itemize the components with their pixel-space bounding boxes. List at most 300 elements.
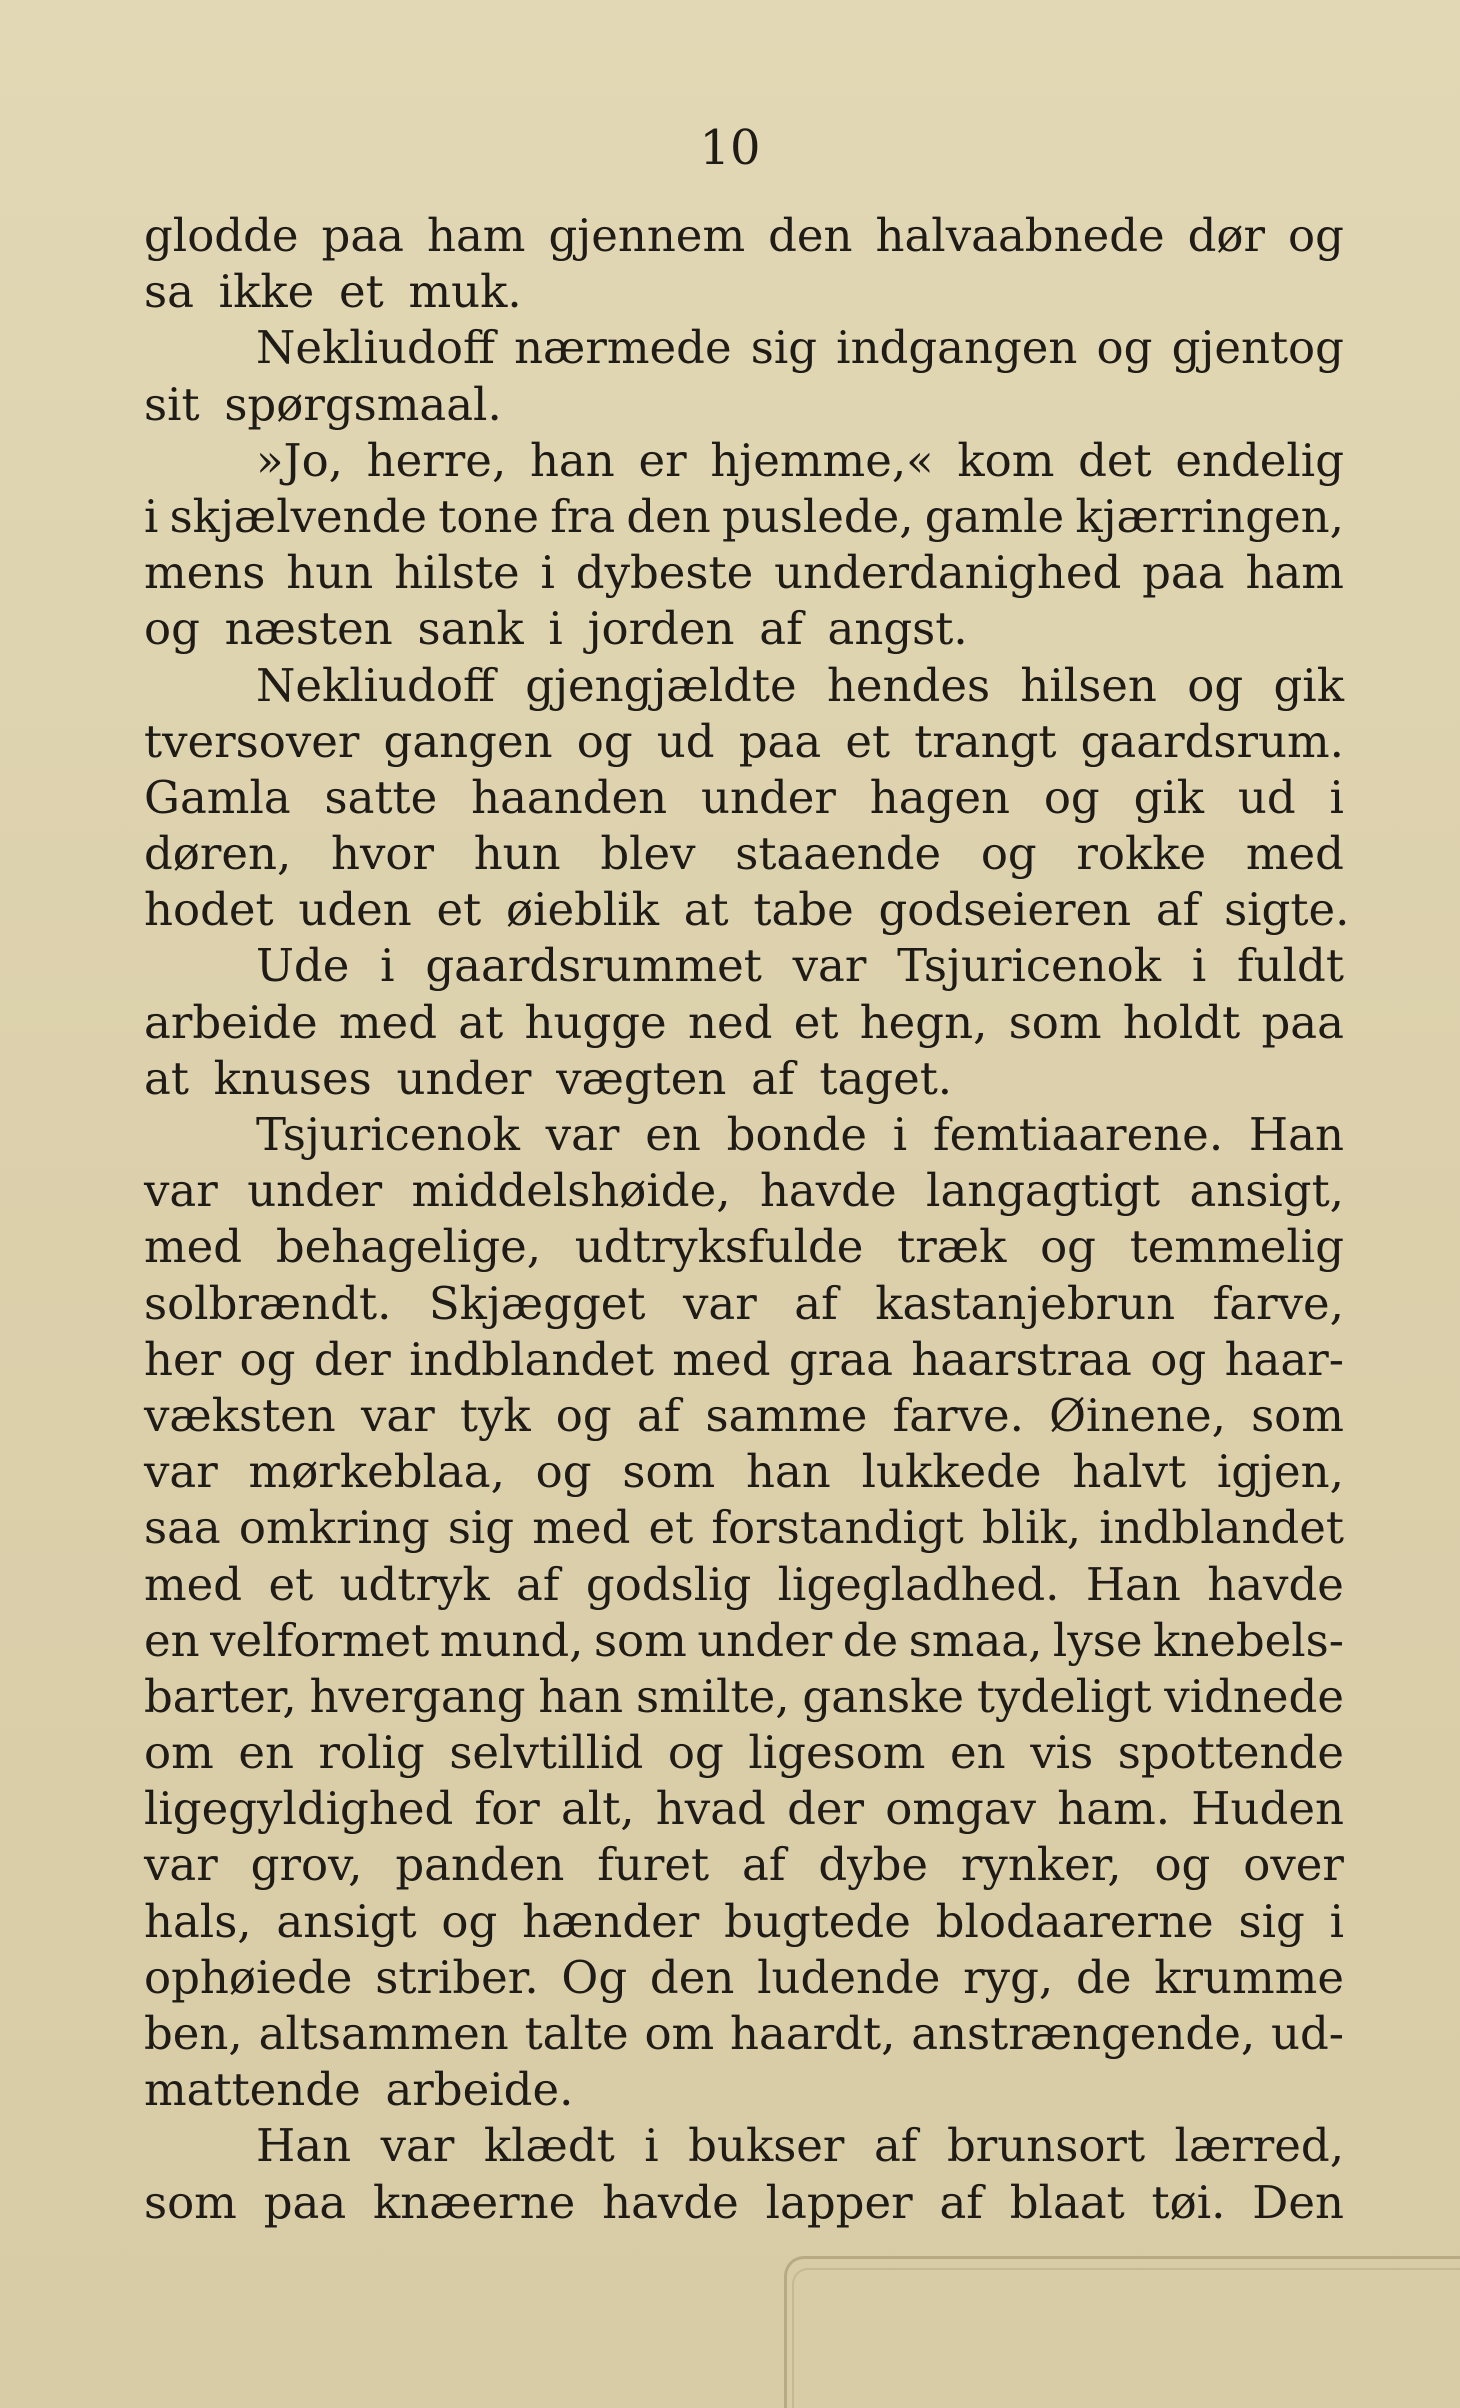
text-line <box>144 1500 1344 1556</box>
word: blik, <box>981 1501 1082 1555</box>
word: rokke <box>1076 827 1207 881</box>
word: Han <box>256 2119 352 2173</box>
word: gamle <box>924 489 1065 543</box>
word: gik <box>1273 658 1344 712</box>
word: kjærringen, <box>1075 489 1344 543</box>
word: striber. <box>375 1950 539 2004</box>
word: med <box>532 1501 631 1555</box>
word: og <box>441 1894 498 1948</box>
word: den <box>649 1950 735 2004</box>
word: uden <box>298 883 412 937</box>
word: godslig <box>585 1557 752 1611</box>
word: paa <box>1261 995 1344 1049</box>
word: ham <box>1245 546 1344 600</box>
word: staaende <box>735 827 942 881</box>
word: og <box>1043 770 1100 824</box>
word: langagtigt <box>926 1164 1161 1218</box>
word: og <box>1040 1220 1096 1274</box>
word: træk <box>897 1220 1007 1274</box>
word: den <box>768 209 853 262</box>
text-line <box>144 1950 1344 2006</box>
word: sank <box>417 602 524 656</box>
word: lyse <box>1052 1613 1143 1667</box>
body-text <box>144 208 1350 2231</box>
word: ludende <box>757 1950 941 2004</box>
word: graa <box>788 1332 893 1386</box>
page-number: 10 <box>699 120 761 176</box>
text-line <box>144 2118 1344 2174</box>
word: puslede, <box>721 489 914 543</box>
word: om <box>144 1726 214 1780</box>
word: hodet <box>144 883 274 937</box>
word: saa <box>144 1501 221 1555</box>
word: og <box>1154 1838 1211 1892</box>
word: hvad <box>655 1782 766 1836</box>
word: smaa, <box>908 1613 1043 1667</box>
word: Tsjuricenok <box>897 939 1162 993</box>
word: lærred, <box>1174 2119 1344 2173</box>
text-line <box>144 938 1344 994</box>
word: var <box>144 1838 218 1892</box>
word: blodaarerne <box>935 1894 1214 1948</box>
word: udtryk <box>339 1557 490 1611</box>
word: tydeligt <box>976 1669 1152 1723</box>
word: skjælvende <box>169 489 428 543</box>
word: trangt <box>914 714 1057 768</box>
word: i <box>540 546 555 600</box>
word: Og <box>561 1950 628 2004</box>
text-line <box>144 658 1344 714</box>
text-line <box>144 770 1344 826</box>
word: hjemme,« <box>710 433 934 487</box>
word: ansigt, <box>1189 1164 1344 1218</box>
word: vidnede <box>1164 1669 1344 1723</box>
word: og <box>555 1388 612 1442</box>
word: fuldt <box>1237 939 1344 993</box>
text-line <box>144 601 1344 657</box>
word: tversover <box>144 714 360 768</box>
text-line <box>144 1894 1344 1950</box>
word: Gamla <box>144 770 291 824</box>
word: indgangen <box>836 321 1078 375</box>
word: sit <box>144 377 200 431</box>
text-line <box>144 2062 1344 2118</box>
word: ganske <box>802 1669 965 1723</box>
word: i <box>644 2119 659 2173</box>
word: og <box>144 602 200 656</box>
text-line <box>144 208 1344 264</box>
word: den <box>626 489 711 543</box>
word: ham <box>426 209 526 262</box>
word: gjennem <box>548 209 746 262</box>
word: jorden <box>587 602 735 656</box>
word: knuses <box>213 1051 372 1105</box>
word: arbeide. <box>385 2063 574 2117</box>
word: behagelige, <box>275 1220 542 1274</box>
word: bukser <box>688 2119 845 2173</box>
word: hun <box>473 827 561 881</box>
word: han <box>538 1669 624 1723</box>
word: ben, <box>144 2007 243 2060</box>
word: med <box>672 1332 771 1386</box>
word: Tsjuricenok <box>256 1108 520 1161</box>
word: halvt <box>1072 1445 1187 1499</box>
word: grov, <box>250 1838 363 1892</box>
word: lapper <box>765 2175 913 2229</box>
word: hvergang <box>309 1669 526 1723</box>
word: hilste <box>394 546 520 600</box>
word: hun <box>286 546 374 600</box>
word: ikke <box>218 265 315 319</box>
word: Huden <box>1191 1782 1344 1836</box>
word: gik <box>1133 770 1205 824</box>
word: næsten <box>224 602 393 656</box>
word: i <box>144 489 159 543</box>
text-line <box>144 1613 1344 1669</box>
word: med <box>144 1557 243 1611</box>
word: glodde <box>144 209 299 262</box>
word: de <box>1076 1950 1132 2004</box>
word: med <box>144 1220 243 1274</box>
word: Han <box>1248 1108 1344 1161</box>
word: temmelig <box>1129 1220 1344 1274</box>
word: igjen, <box>1216 1445 1344 1499</box>
word: og <box>576 714 633 768</box>
word: over <box>1243 1838 1344 1892</box>
word: omkring <box>238 1501 430 1555</box>
word: under <box>700 770 836 824</box>
word: haanden <box>471 770 668 824</box>
word: af <box>516 1557 560 1611</box>
word: af <box>873 2119 918 2173</box>
word: spottende <box>1117 1726 1344 1780</box>
word: gjentog <box>1171 321 1344 375</box>
word: under <box>697 1613 833 1667</box>
word: af <box>1155 883 1200 937</box>
word: hals, <box>144 1894 252 1948</box>
word: gaardsrummet <box>425 939 762 993</box>
word: Den <box>1252 2175 1344 2229</box>
word: paa <box>1142 546 1225 600</box>
word: »Jo, <box>256 433 343 487</box>
word: indblandet <box>409 1332 654 1386</box>
word: haardt, <box>730 2007 896 2060</box>
word: mens <box>144 546 266 600</box>
text-line <box>144 1781 1344 1837</box>
word: kastanjebrun <box>875 1276 1176 1330</box>
word: hegn, <box>859 995 988 1049</box>
text-line <box>144 1557 1344 1613</box>
word: havde <box>602 2175 739 2229</box>
word: en <box>144 1613 200 1667</box>
text-line <box>144 433 1344 489</box>
word: dybeste <box>575 546 754 600</box>
word: at <box>144 1051 189 1105</box>
word: rolig <box>318 1726 425 1780</box>
word: et <box>268 1557 314 1611</box>
word: mørkeblaa, <box>248 1445 505 1499</box>
word: ligegyldighed <box>144 1782 454 1836</box>
text-line <box>144 2175 1344 2231</box>
word: angst. <box>827 602 968 656</box>
word: af <box>741 1838 786 1892</box>
word: et <box>648 1501 694 1555</box>
word: ansigt <box>276 1894 417 1948</box>
word: i <box>892 1108 908 1161</box>
word: i <box>548 602 563 656</box>
word: et <box>436 883 482 937</box>
word: var <box>144 1445 218 1499</box>
word: dør <box>1187 209 1266 262</box>
word: haar- <box>1224 1332 1344 1386</box>
word: barter, <box>144 1669 297 1723</box>
word: hagen <box>869 770 1010 824</box>
word: alt, <box>560 1782 635 1836</box>
word: ophøiede <box>144 1950 353 2004</box>
word: en <box>950 1726 1006 1780</box>
text-line <box>144 1444 1344 1500</box>
word: dybe <box>818 1838 929 1892</box>
word: var <box>360 1388 435 1442</box>
word: nærmede <box>514 321 732 375</box>
word: tabe <box>753 883 854 937</box>
word: spørgsmaal. <box>224 377 502 431</box>
word: furet <box>597 1838 710 1892</box>
text-line <box>144 545 1344 601</box>
word: væksten <box>144 1388 336 1442</box>
word: under <box>396 1051 532 1105</box>
word: sigte. <box>1224 883 1350 937</box>
text-line <box>144 1669 1344 1725</box>
word: for <box>474 1782 540 1836</box>
word: af <box>794 1276 838 1330</box>
word: femtiaarene. <box>932 1108 1224 1161</box>
text-line <box>144 377 1344 433</box>
word: i <box>1329 770 1344 824</box>
page-corner-decoration-inner <box>792 2268 1460 2408</box>
word: krumme <box>1154 1950 1344 2004</box>
text-line <box>144 264 1344 320</box>
word: en <box>238 1726 294 1780</box>
word: ud- <box>1271 2007 1344 2060</box>
word: selvtillid <box>449 1726 644 1780</box>
word: af <box>636 1388 681 1442</box>
word: sig <box>447 1501 515 1555</box>
word: sig <box>750 321 818 375</box>
word: ligesom <box>748 1726 926 1780</box>
word: om <box>644 2007 715 2060</box>
word: og <box>1288 209 1344 262</box>
word: knebels- <box>1152 1613 1344 1667</box>
word: og <box>980 827 1037 881</box>
word: herre, <box>366 433 507 487</box>
word: var <box>683 1276 757 1330</box>
word: havde <box>1207 1557 1344 1611</box>
word: et <box>793 995 839 1049</box>
word: farve. <box>892 1388 1024 1442</box>
word: sa <box>144 265 194 319</box>
word: og <box>1187 658 1244 712</box>
text-line <box>144 2006 1344 2062</box>
word: Han <box>1085 1557 1181 1611</box>
word: hendes <box>826 658 991 712</box>
word: altsammen <box>258 2007 509 2060</box>
word: endelig <box>1175 433 1344 487</box>
word: Øinene, <box>1049 1388 1226 1442</box>
word: her <box>144 1332 222 1386</box>
text-line <box>144 714 1344 770</box>
word: hvor <box>331 827 435 881</box>
text-line <box>144 1107 1344 1163</box>
word: de <box>842 1613 899 1667</box>
word: gangen <box>383 714 553 768</box>
word: tyk <box>459 1388 531 1442</box>
text-line <box>144 1163 1344 1219</box>
word: det <box>1078 433 1152 487</box>
word: og <box>667 1726 724 1780</box>
word: gjengjældte <box>525 658 797 712</box>
word: bugtede <box>724 1894 911 1948</box>
word: som <box>144 2175 237 2229</box>
word: paa <box>263 2175 347 2229</box>
word: anstrængende, <box>911 2007 1256 2060</box>
word: holdt <box>1122 995 1241 1049</box>
word: samme <box>705 1388 868 1442</box>
word: at <box>458 995 504 1049</box>
word: hilsen <box>1020 658 1157 712</box>
word: farve, <box>1212 1276 1344 1330</box>
word: som <box>622 1445 716 1499</box>
word: tøi. <box>1151 2175 1226 2229</box>
word: ud <box>1237 770 1296 824</box>
word: af <box>759 602 803 656</box>
word: klædt <box>483 2119 615 2173</box>
word: og <box>239 1332 296 1386</box>
word: tone <box>438 489 540 543</box>
word: mund, <box>439 1613 584 1667</box>
word: var <box>144 1164 218 1218</box>
word: et <box>338 265 384 319</box>
text-line <box>144 1219 1344 1275</box>
word: han <box>746 1445 831 1499</box>
text-line <box>144 826 1344 882</box>
word: i <box>380 939 395 993</box>
word: i <box>1329 1894 1344 1948</box>
word: et <box>845 714 891 768</box>
word: han <box>529 433 615 487</box>
word: smilte, <box>636 1669 790 1723</box>
word: gaardsrum. <box>1080 714 1344 768</box>
word: blev <box>600 827 696 881</box>
word: Nekliudoff <box>256 321 495 375</box>
word: bonde <box>726 1108 867 1161</box>
word: blaat <box>1009 2175 1125 2229</box>
word: rynker, <box>960 1838 1122 1892</box>
word: som <box>593 1613 687 1667</box>
word: sig <box>1238 1894 1305 1948</box>
word: af <box>751 1051 795 1105</box>
word: og <box>1150 1332 1207 1386</box>
word: under <box>247 1164 383 1218</box>
word: taget. <box>819 1051 953 1105</box>
word: udtryksfulde <box>574 1220 864 1274</box>
word: og <box>535 1445 592 1499</box>
word: middelshøide, <box>411 1164 731 1218</box>
word: som <box>1251 1388 1344 1442</box>
word: indblandet <box>1099 1501 1344 1555</box>
word: lukkede <box>861 1445 1042 1499</box>
text-line <box>144 1332 1344 1388</box>
word: paa <box>738 714 822 768</box>
word: arbeide <box>144 995 318 1049</box>
word: med <box>1245 827 1344 881</box>
word: panden <box>395 1838 565 1892</box>
word: øieblik <box>505 883 659 937</box>
word: var <box>545 1108 620 1161</box>
text-line <box>144 1837 1344 1893</box>
word: paa <box>321 209 404 262</box>
word: at <box>683 883 729 937</box>
text-line <box>144 882 1350 938</box>
word: omgav <box>885 1782 1037 1836</box>
word: godseieren <box>878 883 1132 937</box>
word: som <box>1008 995 1102 1049</box>
word: solbrændt. <box>144 1276 392 1330</box>
word: knæerne <box>372 2175 576 2229</box>
word: underdanighed <box>774 546 1122 600</box>
word: ud <box>656 714 715 768</box>
text-line <box>144 1725 1344 1781</box>
word: der <box>787 1782 865 1836</box>
word: døren, <box>144 827 292 881</box>
text-line <box>144 1276 1344 1332</box>
word: vis <box>1030 1726 1094 1780</box>
word: velformet <box>210 1613 430 1667</box>
text-line <box>144 320 1344 376</box>
word: brunsort <box>946 2119 1146 2173</box>
word: er <box>638 433 687 487</box>
word: der <box>313 1332 391 1386</box>
word: i <box>1191 939 1207 993</box>
word: ligegladhed. <box>777 1557 1060 1611</box>
word: en <box>645 1108 701 1161</box>
word: af <box>939 2175 983 2229</box>
word: satte <box>324 770 438 824</box>
text-line <box>144 1388 1344 1444</box>
word: hænder <box>522 1894 700 1948</box>
word: muk. <box>408 265 522 319</box>
text-line <box>144 1051 1344 1107</box>
word: kom <box>957 433 1055 487</box>
word: ryg, <box>963 1950 1054 2004</box>
word: haarstraa <box>911 1332 1132 1386</box>
word: ned <box>687 995 773 1049</box>
word: med <box>338 995 437 1049</box>
word: havde <box>759 1164 897 1218</box>
word: vægten <box>556 1051 727 1105</box>
word: Ude <box>256 939 350 993</box>
word: var <box>380 2119 455 2173</box>
word: ham. <box>1057 1782 1171 1836</box>
text-line <box>144 489 1344 545</box>
word: halvaabnede <box>875 209 1165 262</box>
word: talte <box>524 2007 629 2060</box>
word: mattende <box>144 2063 361 2117</box>
word: og <box>1096 321 1153 375</box>
word: fra <box>550 489 616 543</box>
word: hugge <box>524 995 667 1049</box>
word: Nekliudoff <box>256 658 495 712</box>
